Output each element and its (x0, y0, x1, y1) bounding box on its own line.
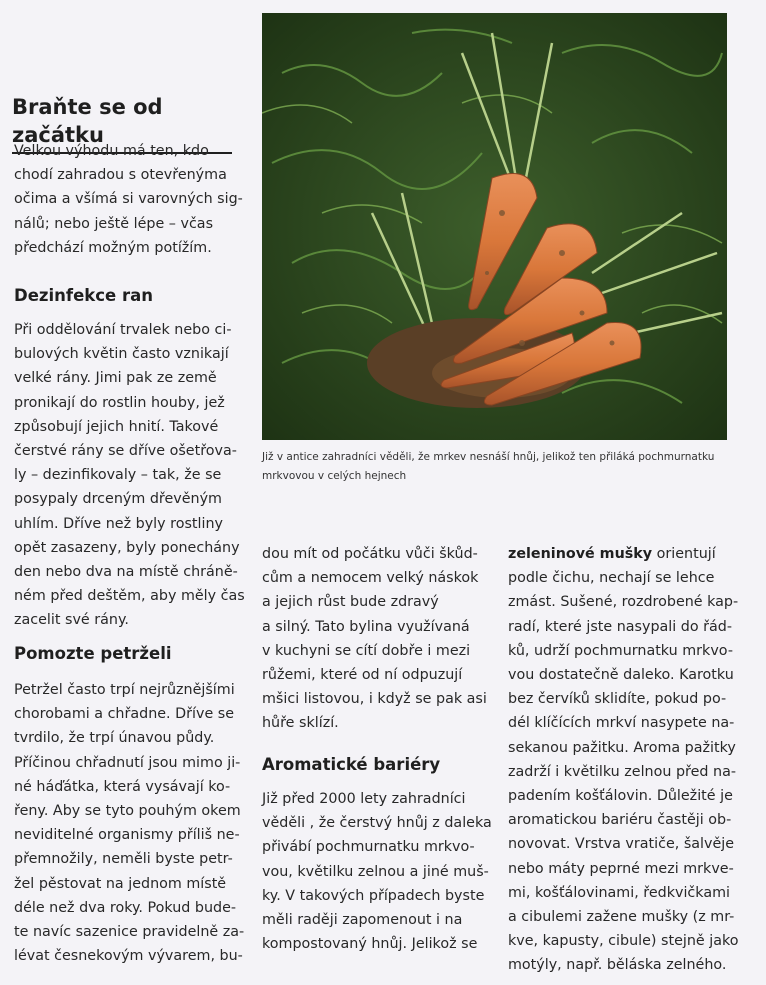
petrzel-continued-paragraph (262, 542, 487, 736)
section-heading-aromaticke: Aromatické bariéry (262, 755, 441, 774)
text-line: uhlím. Dříve než byly rostliny (14, 515, 223, 532)
text-line: cům a nemocem velký náskok (262, 570, 479, 587)
aromaticke-paragraph (262, 787, 492, 956)
text-line: žel pěstovat na jednom místě (14, 875, 227, 892)
text-line: aromatickou bariéru častěji ob- (508, 812, 732, 829)
text-line: radí, které jste nasypali do řád- (508, 618, 733, 635)
text-line: nálů; nebo ještě lépe – včas (14, 215, 214, 232)
text-line: tvrdilo, že trpí únavou půdy. (14, 730, 215, 747)
text-line: velké rány. Jimi pak ze země (14, 370, 217, 387)
bold-lead-text: zeleninové mušky (508, 546, 653, 562)
text-line: ky. V takových případech byste (262, 887, 485, 904)
text-line: podle čichu, nechají se lehce (508, 570, 715, 587)
text-line: čerstvé rány se dříve ošetřova- (14, 443, 237, 460)
text-line: vou, květilku zelnou a jiné muš- (262, 863, 489, 880)
text-line: očima a všímá si varovných sig- (14, 191, 243, 208)
text-line: hůře sklízí. (262, 715, 339, 732)
text-line: zacelit své rány. (14, 612, 129, 629)
text-line: né háďátka, která vysávají ko- (14, 778, 231, 795)
text-line: vou dostatečně daleko. Karotku (508, 667, 734, 684)
aromaticke-continued-paragraph (508, 542, 739, 978)
text-line: motýly, např. běláska zelného. (508, 957, 727, 974)
photo-caption (262, 448, 742, 486)
text-line: pronikají do rostlin houby, jež (14, 394, 225, 411)
text-line: bez červíků sklidíte, pokud po- (508, 691, 727, 708)
text-line: den nebo dva na místě chráně- (14, 564, 238, 581)
text-line: a jejich růst bude zdravý (262, 594, 439, 611)
text-line: dou mít od počátku vůči škůd- (262, 546, 478, 562)
text-line: zmást. Sušené, rozdrobené kap- (508, 594, 739, 611)
intro-paragraph (14, 139, 243, 260)
text-line: nebo máty peprné mezi mrkve- (508, 860, 734, 877)
text-line: sekanou pažitku. Aroma pažitky (508, 739, 736, 756)
text-line: opět zasazeny, byly ponechány (14, 539, 240, 556)
text-line: lévat česnekovým vývarem, bu- (14, 948, 243, 965)
text-line: déle než dva roky. Pokud bude- (14, 899, 237, 916)
text-line: mi, košťálovinami, ředkvičkami (508, 884, 730, 901)
text-line: v kuchyni se cítí dobře i mezi (262, 642, 471, 659)
text-line: bulových květin často vznikají (14, 346, 229, 363)
text-line: a cibulemi zažene mušky (z mr- (508, 909, 735, 926)
text-line: přivábí pochmurnatku mrkvo- (262, 839, 475, 856)
text-line: Petržel často trpí nejrůznějšími (14, 682, 235, 698)
text-line: neviditelné organismy příliš ne- (14, 827, 240, 844)
text-line: předchází možným potížím. (14, 239, 212, 256)
carrots-photo (262, 13, 727, 440)
text-line: ném před deštěm, aby měly čas (14, 588, 245, 605)
caption-line: mrkvovou v celých hejnech (262, 470, 407, 482)
text-line: růžemi, které od ní odpuzují (262, 667, 463, 684)
text-line: chorobami a chřadne. Dříve se (14, 706, 235, 723)
text-line: mšici listovou, i když se pak asi (262, 691, 487, 708)
section-heading-petrzel: Pomozte petrželi (14, 644, 172, 663)
dezinfekce-paragraph (14, 318, 245, 633)
section-heading-dezinfekce: Dezinfekce ran (14, 286, 153, 305)
text-line: posypaly drceným dřevěným (14, 491, 222, 508)
text-line: ly – dezinfikovaly – tak, že se (14, 467, 222, 484)
text-line: zadrží i květilku zelnou před na- (508, 763, 737, 780)
text-line: měli raději zapomenout i na (262, 912, 463, 929)
text-line: padením košťálovin. Důležité je (508, 788, 733, 805)
text-line: Velkou výhodu má ten, kdo (14, 143, 209, 159)
text-line: te navíc sazenice pravidelně za- (14, 924, 245, 941)
text-line: Již před 2000 lety zahradníci (262, 791, 466, 807)
text-line: ků, udrží pochmurnatku mrkvo- (508, 642, 733, 659)
text-line: a silný. Tato bylina využívaná (262, 618, 470, 635)
page-title: Braňte se od začátku (12, 93, 232, 154)
text-line: řeny. Aby se tyto pouhým okem (14, 803, 241, 820)
caption-line: Již v antice zahradníci věděli, že mrkev nesnáší hnůj, jelikož ten přiláká pochmurnatku (262, 451, 715, 463)
text-line: Příčinou chřadnutí jsou mimo ji- (14, 754, 241, 771)
petrzel-paragraph (14, 678, 244, 968)
text-line: dél klíčících mrkví nasypete na- (508, 715, 735, 732)
text-line: kompostovaný hnůj. Jelikož se (262, 936, 478, 953)
text-line (508, 542, 739, 566)
text-line: Při oddělování trvalek nebo ci- (14, 322, 232, 338)
first-line-rest: orientují (652, 546, 716, 562)
text-line: způsobují jejich hnití. Takové (14, 418, 219, 435)
text-line: chodí zahradou s otevřenýma (14, 167, 227, 184)
text-line: novovat. Vrstva vratiče, šalvěje (508, 836, 735, 853)
text-line: kve, kapusty, cibule) stejně jako (508, 933, 739, 950)
text-line: přemnožily, neměli byste petr- (14, 851, 233, 868)
text-line: věděli , že čerstvý hnůj z daleka (262, 815, 492, 832)
